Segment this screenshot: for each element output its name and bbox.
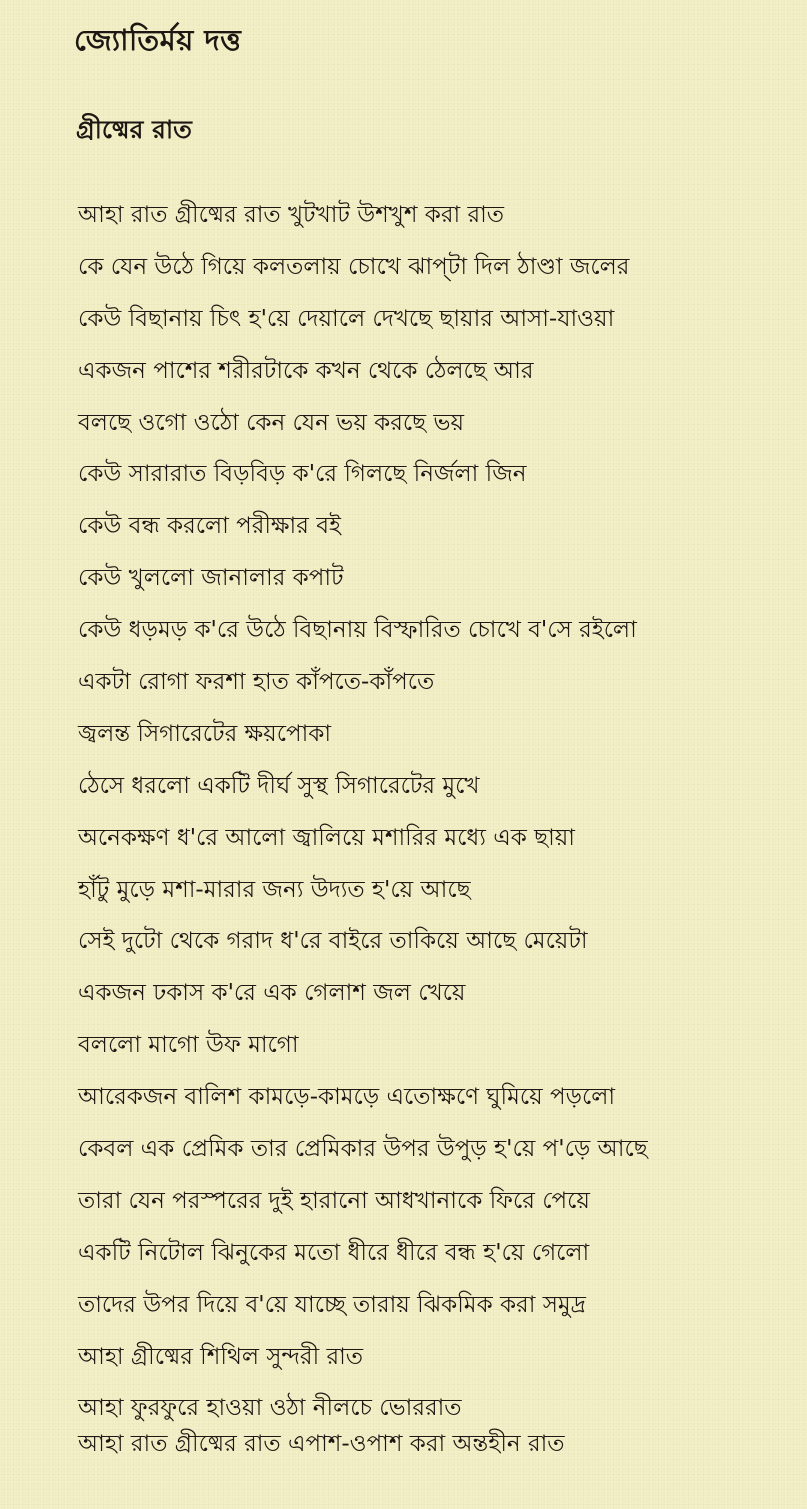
poem-line: জ্বলন্ত সিগারেটের ক্ষয়পোকা bbox=[78, 720, 331, 747]
poem-line: আহা গ্রীষ্মের শিথিল সুন্দরী রাত bbox=[78, 1343, 364, 1370]
poem-line: কেউ সারারাত বিড়বিড় ক'রে গিলছে নির্জলা জিন bbox=[78, 461, 527, 488]
poem-line: আহা ফুরফুরে হাওয়া ওঠা নীলচে ভোররাত bbox=[78, 1395, 462, 1422]
poem-line: বলছে ওগো ওঠো কেন যেন ভয় করছে ভয় bbox=[78, 409, 465, 436]
poem-line: কেউ বিছানায় চিৎ হ'য়ে দেয়ালে দেখছে ছায়ার আসা-যাওয়া bbox=[78, 305, 615, 332]
poem-line: বললো মাগো উফ মাগো bbox=[78, 1032, 299, 1059]
poem-line: কেউ বন্ধ করলো পরীক্ষার বই bbox=[78, 513, 341, 540]
poem-stanza bbox=[78, 190, 648, 1435]
poem-line: আহা রাত গ্রীষ্মের রাত খুটখাট উশখুশ করা রাত bbox=[78, 202, 505, 228]
poem-title: গ্রীষ্মের রাত bbox=[76, 115, 192, 144]
poem-line: একজন ঢকাস ক'রে এক গেলাশ জল খেয়ে bbox=[78, 980, 466, 1007]
poem-line: কেউ ধড়মড় ক'রে উঠে বিছানায় বিস্ফারিত চোখে ব'সে রইলো bbox=[78, 617, 637, 644]
poem-line: অনেকক্ষণ ধ'রে আলো জ্বালিয়ে মশারির মধ্যে এক ছায়া bbox=[78, 824, 575, 851]
poem-line: কেবল এক প্রেমিক তার প্রেমিকার উপর উপুড় হ'য়ে প'ড়ে আছে bbox=[78, 1136, 648, 1163]
poem-line: সেই দুটো থেকে গরাদ ধ'রে বাইরে তাকিয়ে আছে মেয়েটা bbox=[78, 928, 588, 955]
poem-line: একটি নিটোল ঝিনুকের মতো ধীরে ধীরে বন্ধ হ'য়ে গেলো bbox=[78, 1239, 590, 1266]
poem-line: একজন পাশের শরীরটাকে কখন থেকে ঠেলছে আর bbox=[78, 357, 534, 384]
poem-line: কেউ খুললো জানালার কপাট bbox=[78, 565, 344, 592]
author-name: জ্যোতির্ময় দত্ত bbox=[74, 23, 242, 57]
poem-line: তারা যেন পরস্পরের দুই হারানো আধখানাকে ফিরে পেয়ে bbox=[78, 1187, 590, 1214]
poem-line: ঠেসে ধরলো একটি দীর্ঘ সুস্থ সিগারেটের মুখে bbox=[78, 772, 480, 799]
poem-line: হাঁটু মুড়ে মশা-মারার জন্য উদ্যত হ'য়ে আছে bbox=[78, 876, 471, 903]
poem-line: একটা রোগা ফরশা হাত কাঁপতে-কাঁপতে bbox=[78, 669, 435, 696]
poem-line: কে যেন উঠে গিয়ে কলতলায় চোখে ঝাপ্‌টা দিল ঠাণ্ডা জলের bbox=[78, 253, 630, 280]
poem-line: তাদের উপর দিয়ে ব'য়ে যাচ্ছে তারায় ঝিকমিক করা সমুদ্র bbox=[78, 1291, 586, 1318]
poem-line: আরেকজন বালিশ কামড়ে-কামড়ে এতোক্ষণে ঘুমিয়ে পড়লো bbox=[78, 1084, 616, 1111]
poem-final-line: আহা রাত গ্রীষ্মের রাত এপাশ-ওপাশ করা অন্তহীন রাত bbox=[78, 1431, 565, 1457]
